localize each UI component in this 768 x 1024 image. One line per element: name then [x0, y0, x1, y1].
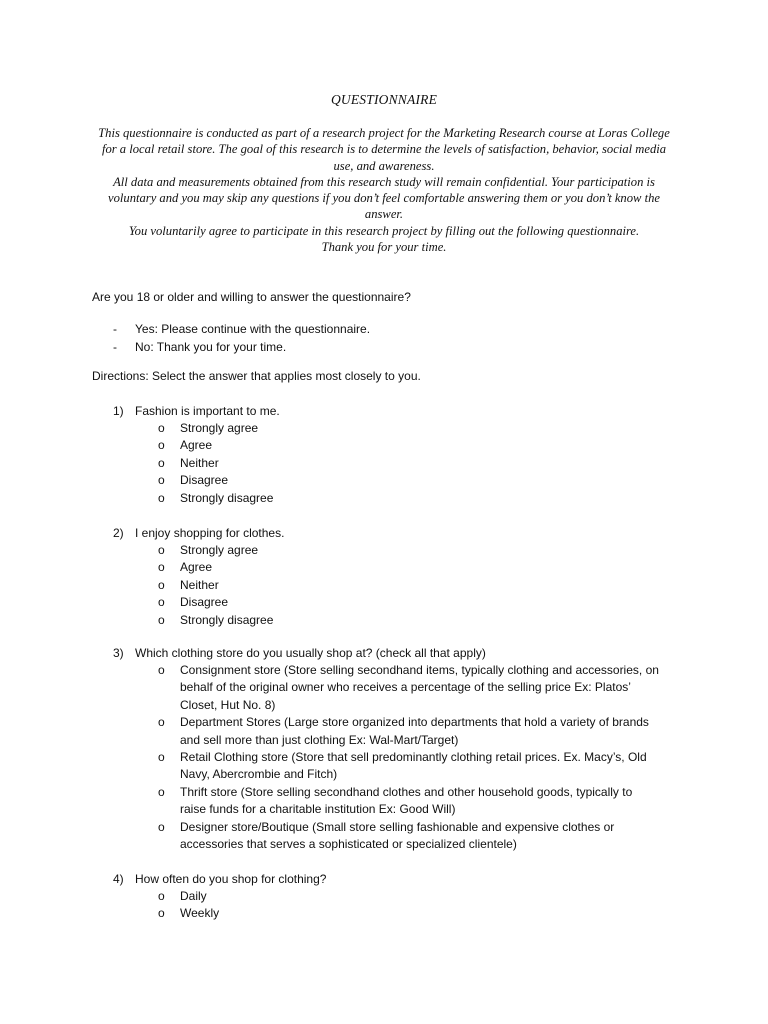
option-label: Thrift store (Store selling secondhand clothes and other household goods, typically to raise funds for a charitable institution Ex: Good Will): [180, 784, 633, 817]
intro-paragraph-1: This questionnaire is conducted as part of a research project for the Marketing Research course at Loras College for a local retail store. The goal of this research is to determine the levels of satisfaction, behavior, social media use, and awareness.: [98, 126, 670, 173]
screening-options: [113, 320, 370, 356]
option-label: Department Stores (Large store organized into departments that hold a variety of brands and sell more than just clothing Ex: Wal-Mart/Target): [180, 715, 649, 747]
option-label: Neither: [180, 577, 219, 592]
question-number: 2): [113, 526, 124, 540]
answer-option[interactable]: [158, 662, 660, 714]
question-text: Fashion is important to me.: [135, 404, 280, 418]
bullet-marker: o: [158, 663, 165, 677]
question-4-options: [158, 888, 660, 923]
option-label: Strongly agree: [180, 543, 259, 557]
screening-no-label: No: Thank you for your time.: [135, 340, 287, 354]
option-label: Retail Clothing store (Store that sell predominantly clothing retail prices. Ex. Macy’s, Old Navy, Abercrombie and Fitch): [180, 750, 647, 782]
question-number: 1): [113, 404, 124, 418]
bullet-marker: o: [158, 438, 165, 453]
answer-option[interactable]: [158, 542, 660, 559]
answer-option[interactable]: [158, 594, 660, 611]
screening-option-yes[interactable]: [113, 320, 370, 338]
bullet-marker: o: [158, 750, 165, 765]
question-number: 3): [113, 646, 124, 660]
answer-option[interactable]: [158, 905, 660, 922]
option-label: Designer store/Boutique (Small store selling fashionable and expensive clothes or accessories that serves a sophisticated or specialized clientele): [180, 819, 615, 852]
question-4-header: [113, 870, 660, 888]
question-text: I enjoy shopping for clothes.: [135, 526, 285, 540]
screening-question: Are you 18 or older and willing to answer the questionnaire?: [92, 290, 411, 304]
question-1-options: [158, 420, 660, 507]
option-label: Neither: [180, 455, 219, 470]
screening-option-no[interactable]: [113, 338, 370, 356]
intro-paragraph-3: You voluntarily agree to participate in this research project by filling out the following questionnaire.: [128, 223, 640, 238]
question-2-options: [158, 542, 660, 629]
bullet-marker: o: [158, 577, 165, 592]
answer-option[interactable]: [158, 784, 660, 819]
bullet-marker: o: [158, 889, 165, 903]
bullet-marker: o: [158, 543, 165, 557]
question-1-header: [113, 402, 660, 420]
bullet-marker: o: [158, 715, 165, 730]
intro-text: [92, 125, 676, 255]
bullet-marker: o: [158, 560, 165, 575]
option-label: Disagree: [180, 473, 229, 488]
answer-option[interactable]: [158, 577, 660, 594]
question-1: [113, 402, 660, 507]
answer-option[interactable]: [158, 612, 660, 629]
directions-text: Directions: Select the answer that applies most closely to you.: [92, 369, 421, 383]
option-label: Weekly: [180, 906, 220, 921]
bullet-marker: o: [158, 595, 165, 610]
question-4: [113, 870, 660, 923]
intro-paragraph-4: Thank you for your time.: [321, 240, 447, 255]
dash-marker: -: [113, 322, 117, 336]
dash-marker: -: [113, 340, 117, 354]
answer-option[interactable]: [158, 472, 660, 489]
answer-option[interactable]: [158, 714, 660, 749]
option-label: Agree: [180, 560, 213, 575]
bullet-marker: o: [158, 473, 165, 488]
question-number: 4): [113, 872, 124, 886]
bullet-marker: o: [158, 490, 165, 505]
option-label: Strongly agree: [180, 421, 259, 435]
intro-paragraph-2: All data and measurements obtained from this research study will remain confidential. Your participation is voluntary and you may skip any questions if you don’t feel comfortable answering them or you don’t know the answer.: [108, 174, 660, 222]
option-label: Strongly disagree: [180, 612, 274, 627]
question-text: How often do you shop for clothing?: [135, 872, 327, 886]
answer-option[interactable]: [158, 455, 660, 472]
question-2-header: [113, 524, 660, 542]
answer-option[interactable]: [158, 420, 660, 437]
question-3: [113, 644, 660, 853]
screening-yes-label: Yes: Please continue with the questionnaire.: [135, 322, 371, 336]
option-label: Disagree: [180, 595, 229, 610]
answer-option[interactable]: [158, 749, 660, 784]
option-label: Agree: [180, 438, 213, 453]
question-3-options: [158, 662, 660, 853]
option-label: Consignment store (Store selling secondhand items, typically clothing and accessories, on behalf of the original owner who receives a percentage of the selling price Ex: Platos’ Closet, Hut No. 8): [180, 663, 659, 712]
bullet-marker: o: [158, 819, 165, 834]
document-title: QUESTIONNAIRE: [330, 92, 438, 107]
bullet-marker: o: [158, 612, 165, 627]
answer-option[interactable]: [158, 559, 660, 576]
option-label: Daily: [180, 889, 207, 903]
answer-option[interactable]: [158, 819, 660, 854]
answer-option[interactable]: [158, 888, 660, 905]
bullet-marker: o: [158, 455, 165, 470]
question-text: Which clothing store do you usually shop at? (check all that apply): [135, 646, 486, 660]
question-2: [113, 524, 660, 629]
bullet-marker: o: [158, 421, 165, 435]
answer-option[interactable]: [158, 490, 660, 507]
option-label: Strongly disagree: [180, 490, 274, 505]
bullet-marker: o: [158, 784, 165, 799]
bullet-marker: o: [158, 906, 165, 921]
answer-option[interactable]: [158, 437, 660, 454]
question-3-header: [113, 644, 660, 662]
